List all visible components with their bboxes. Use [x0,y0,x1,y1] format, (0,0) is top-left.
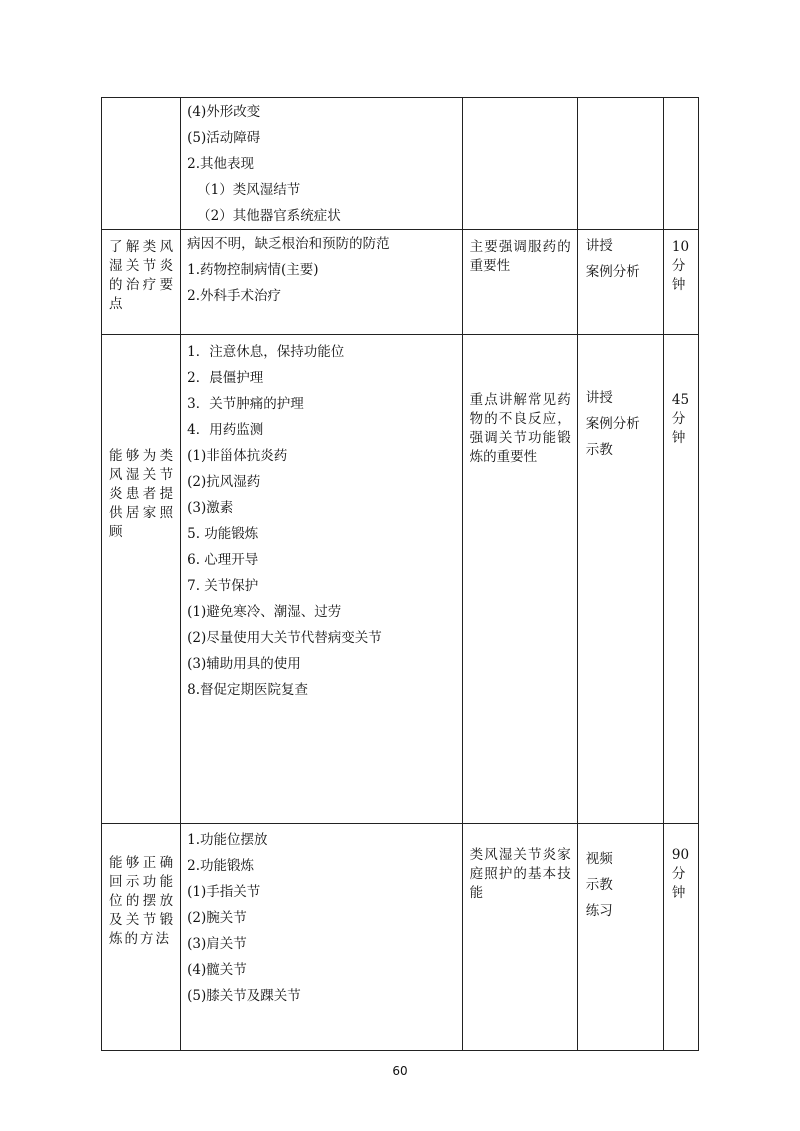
time-cell [663,824,698,1051]
content-line: 1.功能位摆放 [187,832,268,848]
content-line: 2.其他表现 [187,156,255,172]
key-points-cell: 主要强调服药的重要性 [462,230,577,335]
method-item: 案例分析 [585,264,640,280]
method-item: 示教 [585,877,613,893]
time-part: 钟 [671,277,686,293]
content-line: (3)肩关节 [187,936,247,952]
content-line: (1)避免寒冷、潮湿、过劳 [187,604,342,620]
objective-cell: 了解类风湿关节炎的治疗要点 [102,230,181,335]
time-part: 钟 [671,885,686,901]
time-part: 10 [671,239,690,255]
time-part: 分 [671,866,686,882]
time-part: 分 [671,411,686,427]
content-line: 1．注意休息，保持功能位 [187,344,345,360]
content-cell [181,824,462,1051]
content-line: (1)非甾体抗炎药 [187,448,288,464]
content-line: 2．晨僵护理 [187,370,264,386]
method-cell [577,824,663,1051]
key-points-cell [462,98,577,230]
content-line: 病因不明，缺乏根治和预防的防范 [187,236,390,252]
curriculum-table [101,97,699,1051]
content-line: (4)外形改变 [187,104,261,120]
content-line: 2.外科手术治疗 [187,288,282,304]
time-part: 90 [671,847,690,863]
content-line: 6. 心理开导 [187,552,259,568]
time-part: 分 [671,258,686,274]
content-line: （1）类风湿结节 [197,182,301,198]
content-line: 8.督促定期医院复查 [187,682,309,698]
objective-cell: 能够正确回示功能位的摆放及关节锻炼的方法 [102,824,181,1051]
content-line: (3)辅助用具的使用 [187,656,301,672]
method-item: 练习 [585,903,613,919]
method-item: 示教 [585,442,613,458]
method-item: 讲授 [585,390,613,406]
time-cell [663,98,698,230]
content-line: 5. 功能锻炼 [187,526,259,542]
content-line: (1)手指关节 [187,884,261,900]
content-cell [181,230,462,335]
method-cell [577,230,663,335]
content-line: (5)活动障碍 [187,130,261,146]
method-item: 讲授 [585,238,613,254]
content-line: (2)腕关节 [187,910,247,926]
time-cell [663,335,698,824]
content-cell [181,335,462,824]
content-cell [181,98,462,230]
table-row [102,335,699,824]
method-cell [577,335,663,824]
table-row [102,98,699,230]
content-line: (5)膝关节及踝关节 [187,988,301,1004]
content-line: (2)尽量使用大关节代替病变关节 [187,630,382,646]
content-line: 4．用药监测 [187,422,264,438]
key-points-cell: 类风湿关节炎家庭照护的基本技能 [462,824,577,1051]
content-line: 7. 关节保护 [187,578,259,594]
content-line: (2)抗风湿药 [187,474,261,490]
method-item: 视频 [585,851,613,867]
content-line: (4)髋关节 [187,962,247,978]
content-line: 3．关节肿痛的护理 [187,396,304,412]
objective-cell: 能够为类风湿关节炎患者提供居家照顾 [102,335,181,824]
content-line: 1.药物控制病情(主要) [187,262,319,278]
time-part: 45 [671,392,690,408]
content-line: （2）其他器官系统症状 [197,208,341,224]
content-line: 2.功能锻炼 [187,858,255,874]
time-cell [663,230,698,335]
page-number: 60 [392,1064,408,1078]
content-line: (3)激素 [187,500,234,516]
key-points-cell: 重点讲解常见药物的不良反应，强调关节功能锻炼的重要性 [462,335,577,824]
objective-cell [102,98,181,230]
method-cell [577,98,663,230]
table-row [102,824,699,1051]
method-item: 案例分析 [585,416,640,432]
table-row [102,230,699,335]
time-part: 钟 [671,430,686,446]
